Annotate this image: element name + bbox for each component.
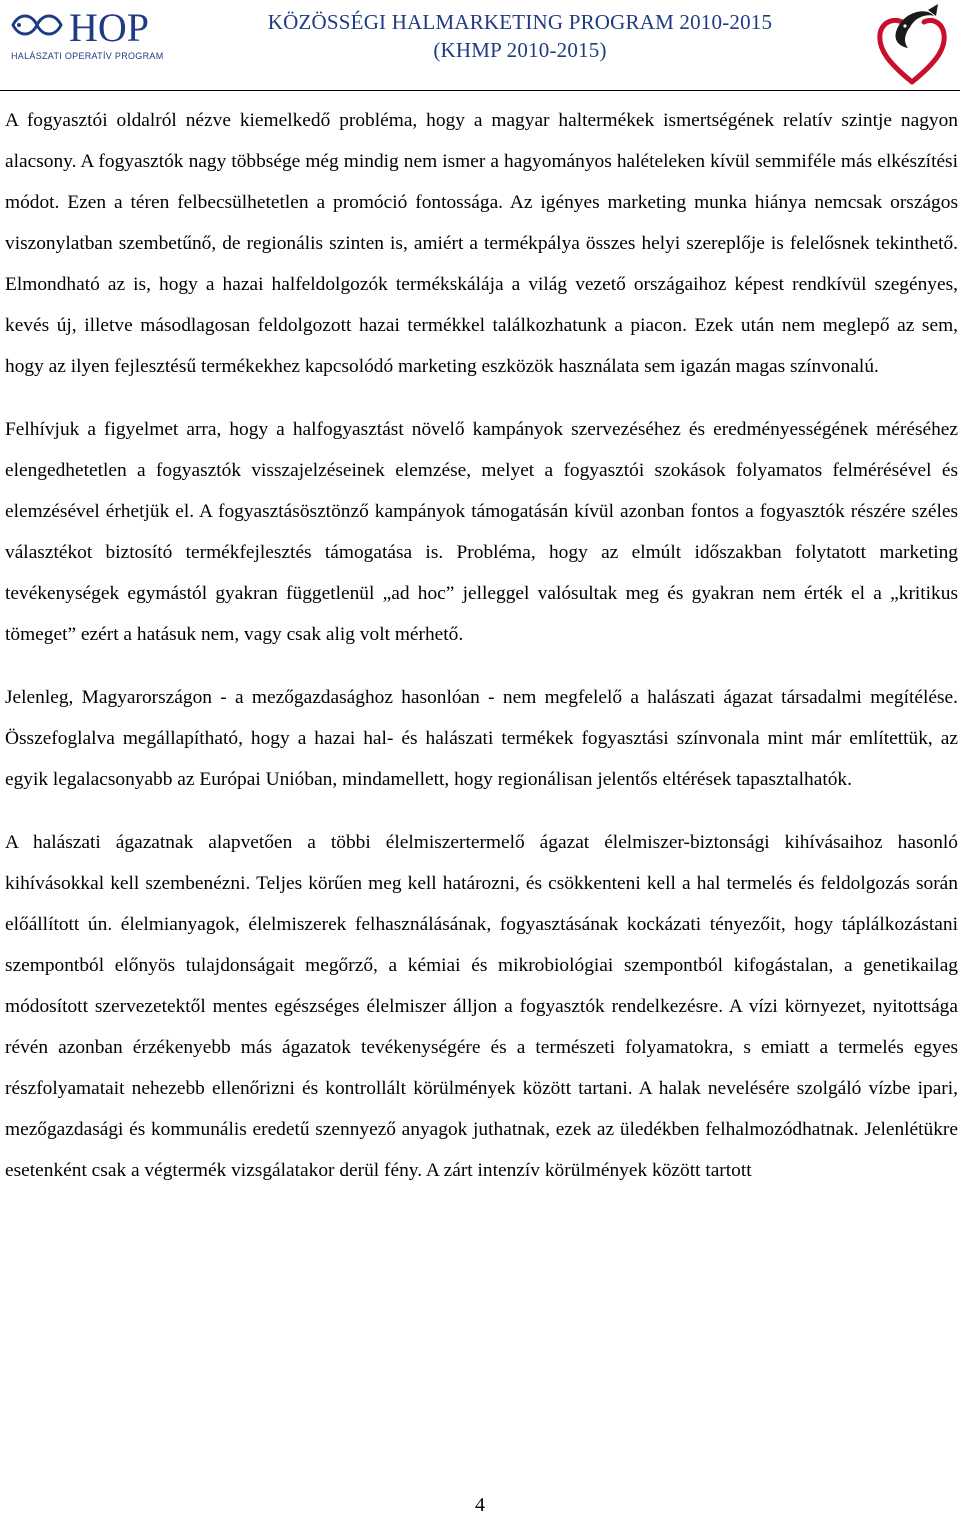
hop-logo <box>5 3 185 65</box>
document-header-title <box>220 8 820 64</box>
hop-logo-text: HOP <box>69 5 150 50</box>
page-number: 4 <box>475 1494 485 1516</box>
header-title-line1: KÖZÖSSÉGI HALMARKETING PROGRAM 2010-2015 <box>267 10 773 34</box>
header-divider <box>0 90 960 91</box>
page-header <box>0 0 960 90</box>
document-body <box>5 100 958 1213</box>
fish-heart-icon <box>872 2 952 86</box>
paragraph: Felhívjuk a figyelmet arra, hogy a halfogyasztást növelő kampányok szervezéséhez és eredményességének méréséhez elengedhetetlen a fogyasztók visszajelzéseinek elemzése, melyet a fogyasztói szokások folyamatos felmérésével és elemzésével érhetjük el. A fogyasztásösztönző kampányok támogatásán kívül azonban fontos a fogyasztók részére széles választékot biztosító termékfejlesztés támogatása is. Probléma, hogy az elmúlt időszakban folytatott marketing tevékenységek egymástól gyakran függetlenül „ad hoc” jelleggel valósultak meg és gyakran nem érték el a „kritikus tömeget” ezért a hatásuk nem, vagy csak alig volt mérhető. <box>5 419 958 645</box>
hop-logo-subtitle: HALÁSZATI OPERATÍV PROGRAM <box>11 51 164 61</box>
paragraph: Jelenleg, Magyarországon - a mezőgazdasághoz hasonlóan - nem megfelelő a halászati ágazat társadalmi megítélése. Összefoglalva megállapítható, hogy a hazai hal- és halászati termékek fogyasztási színvonala mint már említettük, az egyik legalacsonyabb az Európai Unióban, mindamellett, hogy regionálisan jelentős eltérések tapasztalhatók. <box>5 687 958 790</box>
paragraph: A fogyasztói oldalról nézve kiemelkedő probléma, hogy a magyar haltermékek ismertségének relatív szintje nagyon alacsony. A fogyasztók nagy többsége még mindig nem ismer a hagyományos halételeken kívül semmiféle más elkészítési módot. Ezen a téren felbecsülhetetlen a promóció fontossága. Az igényes marketing munka hiánya nemcsak országos viszonylatban szembetűnő, de regionális szinten is, amiért a termékpálya összes helyi szereplője is felelősnek tekinthető. Elmondható az is, hogy a hazai halfeldolgozók termékskálája a világ vezető országaihoz képest rendkívül szegényes, kevés új, illetve másodlagosan feldolgozott hazai termékkel találkozhatunk a piacon. Ezek után nem meglepő az sem, hogy az ilyen fejlesztésű termékekhez kapcsolódó marketing eszközök használata sem igazán magas színvonalú. <box>5 110 958 377</box>
header-title-line2: (KHMP 2010-2015) <box>433 38 607 62</box>
paragraph: A halászati ágazatnak alapvetően a többi élelmiszertermelő ágazat élelmiszer-biztonsági kihívásaihoz hasonló kihívásokkal kell szembenézni. Teljes körűen meg kell határozni, és csökkenteni kell a hal termelés és feldolgozás során előállított ún. élelmianyagok, élelmiszerek felhasználásának, fogyasztásának kockázati tényezőit, hogy táplálkozástani szempontból előnyös tulajdonságait megőrző, a kémiai és mikrobiológiai szempontból kifogástalan, a genetikailag módosított szervezetektől mentes egészséges élelmiszer álljon a fogyasztók rendelkezésre. A vízi környezet, nyitottsága révén azonban érzékenyebb más ágazatok tevékenységére és a természeti folyamatokra, s emiatt a termelés egyes részfolyamatait nehezebb ellenőrizni és kontrollált körülmények között tartani. A halak nevelésére szolgáló vízbe ipari, mezőgazdasági és kommunális eredetű szennyező anyagok juthatnak, ezek az üledékben felhalmozódhatnak. Jelenlétükre esetenként csak a végtermék vizsgálatakor derül fény. A zárt intenzív körülmények között tartott <box>5 832 958 1181</box>
